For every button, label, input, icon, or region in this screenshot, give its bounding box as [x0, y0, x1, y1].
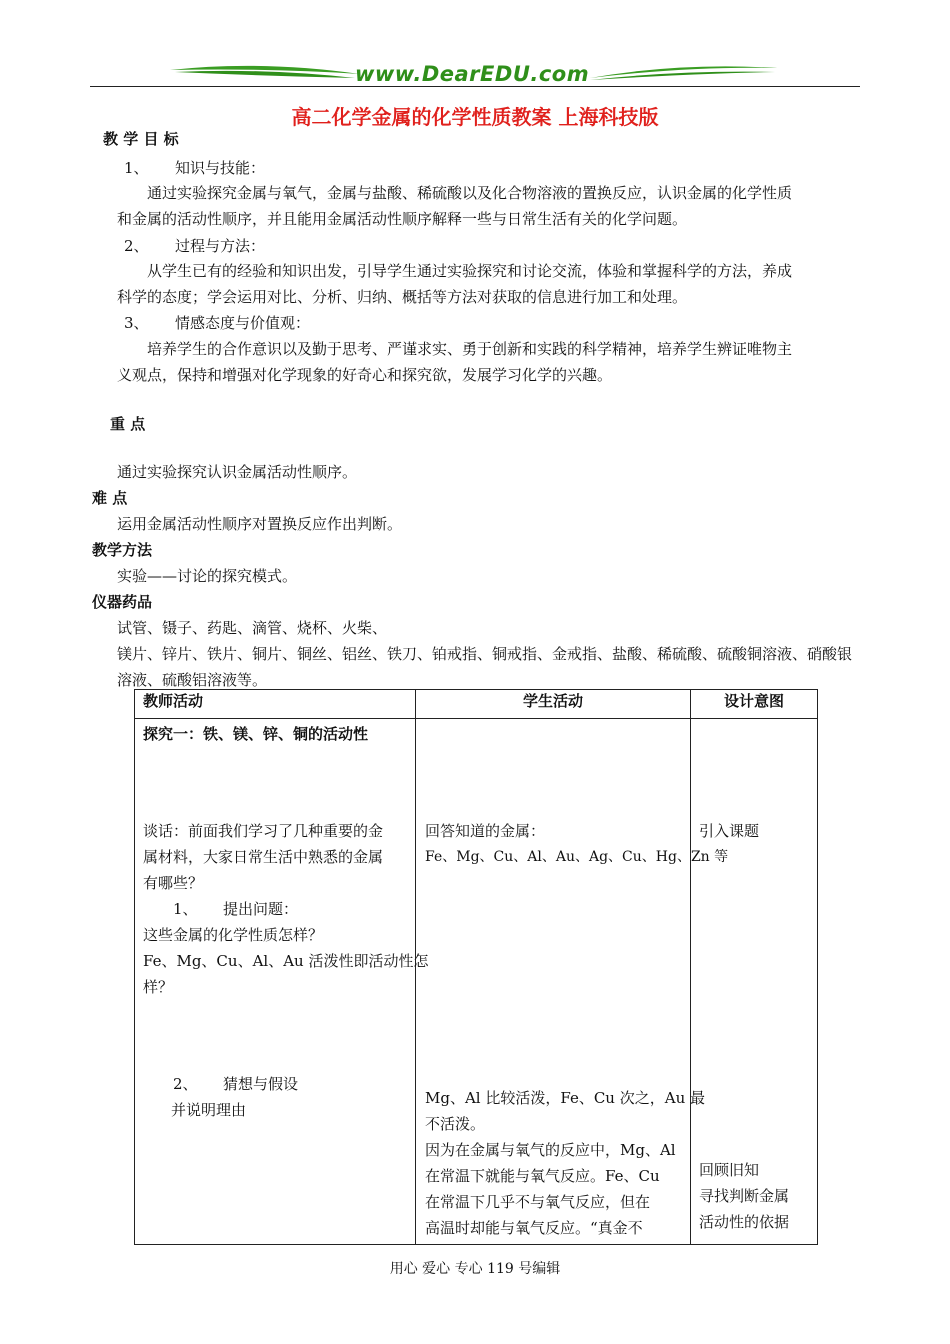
- design-review-line-2: 寻找判断金属: [699, 1187, 790, 1205]
- materials-line-3: 溶液、硫酸铝溶液等。: [117, 671, 268, 689]
- student-hypothesis-line-5: 在常温下几乎不与氧气反应，但在: [425, 1193, 651, 1211]
- method-heading: 教学方法: [92, 541, 153, 559]
- header-teacher-activity: 教师活动: [135, 690, 416, 719]
- objective-2-label: 过程与方法：: [175, 237, 266, 255]
- step-1-number: 1、: [173, 900, 198, 918]
- header-rule: [90, 86, 860, 87]
- objective-3-line-2: 义观点，保持和增强对化学现象的好奇心和探究欲，发展学习化学的兴趣。: [117, 366, 613, 384]
- step-1-label: 提出问题：: [223, 900, 299, 918]
- student-hypothesis-line-3: 因为在金属与氧气的反应中，Mg、Al: [425, 1141, 676, 1159]
- step-2-label: 猜想与假设: [223, 1075, 299, 1093]
- table-header-row: [135, 690, 818, 719]
- question-line-3: 样？: [143, 978, 174, 996]
- student-hypothesis-line-4: 在常温下就能与氧气反应。Fe、Cu: [425, 1167, 660, 1185]
- table-row: [135, 719, 818, 1245]
- teacher-talk-line-1: 谈话：前面我们学习了几种重要的金: [143, 822, 384, 840]
- design-review-line-1: 回顾旧知: [699, 1161, 760, 1179]
- objective-1-label: 知识与技能：: [175, 159, 266, 177]
- design-intent-cell: [691, 719, 818, 1245]
- difficulty-heading: 难 点: [92, 489, 128, 507]
- objective-2-number: 2、: [124, 237, 149, 255]
- student-hypothesis-line-2: 不活泼。: [425, 1115, 486, 1133]
- lesson-plan-table: [134, 689, 818, 1245]
- objective-2-line-1: 从学生已有的经验和知识出发，引导学生通过实验探究和讨论交流，体验和掌握科学的方法，养成: [147, 262, 793, 280]
- section-title: 探究一：铁、镁、锌、铜的活动性: [143, 725, 369, 743]
- document-title: 高二化学金属的化学性质教案 上海科技版: [291, 105, 659, 129]
- materials-heading: 仪器药品: [92, 593, 153, 611]
- teacher-activity-cell: [135, 719, 429, 1245]
- student-answer-line-2: Fe、Mg、Cu、Al、Au、Ag、Cu、Hg、Zn 等: [425, 849, 729, 865]
- student-answer-line-1: 回答知道的金属：: [425, 822, 546, 840]
- objective-3-label: 情感态度与价值观：: [175, 314, 311, 332]
- student-hypothesis-line-1: Mg、Al 比较活泼，Fe、Cu 次之，Au 最: [425, 1089, 705, 1107]
- student-activity-cell: [416, 719, 729, 1245]
- materials-line-2: 镁片、锌片、铁片、铜片、铜丝、铝丝、铁刀、铂戒指、铜戒指、金戒指、盐酸、稀硫酸、硫酸铜溶液、硝酸银: [117, 645, 853, 663]
- difficulty-text: 运用金属活动性顺序对置换反应作出判断。: [117, 515, 403, 533]
- design-intro-text: 引入课题: [699, 822, 760, 840]
- logo-text: www.DearEDU.com: [355, 62, 590, 86]
- key-point-heading: 重 点: [110, 415, 146, 433]
- step-2-subtext: 并说明理由: [171, 1101, 247, 1119]
- objective-3-number: 3、: [124, 314, 149, 332]
- teacher-talk-line-3: 有哪些？: [143, 874, 204, 892]
- objective-1-line-2: 和金属的活动性顺序，并且能用金属活动性顺序解释一些与日常生活有关的化学问题。: [117, 210, 688, 228]
- teacher-talk-line-2: 属材料，大家日常生活中熟悉的金属: [143, 848, 384, 866]
- objective-2-line-2: 科学的态度；学会运用对比、分析、归纳、概括等方法对获取的信息进行加工和处理。: [117, 288, 688, 306]
- step-2-number: 2、: [173, 1075, 198, 1093]
- objectives-heading: 教 学 目 标: [103, 130, 179, 148]
- header-student-activity: 学生活动: [416, 690, 691, 719]
- student-hypothesis-line-6: 高温时却能与氧气反应。“真金不: [425, 1219, 643, 1237]
- question-line-1: 这些金属的化学性质怎样？: [143, 926, 324, 944]
- objective-1-line-1: 通过实验探究金属与氧气，金属与盐酸、稀硫酸以及化合物溶液的置换反应，认识金属的化学性质: [147, 184, 793, 202]
- method-text: 实验——讨论的探究模式。: [117, 567, 298, 585]
- key-point-text: 通过实验探究认识金属活动性顺序。: [117, 463, 358, 481]
- question-line-2: Fe、Mg、Cu、Al、Au 活泼性即活动性怎: [143, 952, 429, 970]
- objective-3-line-1: 培养学生的合作意识以及勤于思考、严谨求实、勇于创新和实践的科学精神，培养学生辨证唯物主: [147, 340, 793, 358]
- header-design-intent: 设计意图: [691, 690, 818, 719]
- page-footer: 用心 爱心 专心 119 号编辑: [389, 1261, 561, 1277]
- objective-1-number: 1、: [124, 159, 149, 177]
- design-review-line-3: 活动性的依据: [699, 1213, 790, 1231]
- materials-line-1: 试管、镊子、药匙、滴管、烧杯、火柴、: [117, 619, 388, 637]
